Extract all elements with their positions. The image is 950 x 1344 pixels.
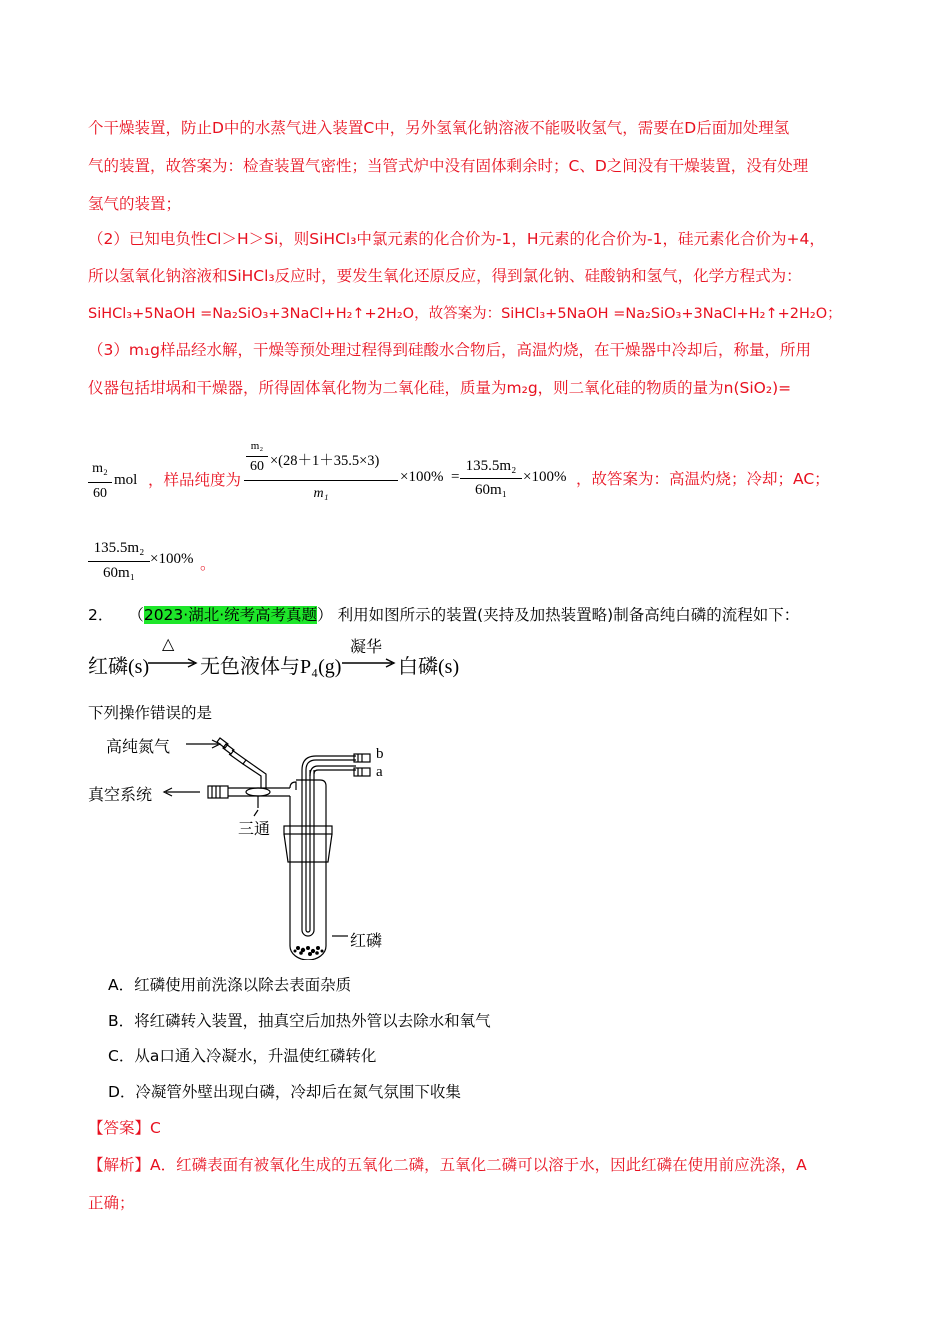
question-stem [88,605,864,625]
label-port-a: a [376,764,383,780]
answer-line: （2）已知电负性Cl＞H＞Si，则SiHCl₃中氯元素的化合价为-1，H元素的化合价为-1，硅元素化合价为+4， [88,230,825,248]
answer-value: C [150,1119,161,1137]
inner-tail: ×(28＋1＋35.5×3) [270,453,380,469]
label-high-purity-nitrogen: 高纯氮气 [106,737,171,756]
answer-line: 氢气的装置； [88,195,182,213]
inner-numerator: m₂ [250,440,264,452]
fraction-bar [88,561,150,562]
fraction-bar [88,482,112,483]
label-red-phosphorus: 红磷 [350,931,383,950]
stem-text: 利用如图所示的装置(夹持及加热装置略)制备高纯白磷的流程如下： [337,606,800,624]
answer-line: 所以氢氧化钠溶液和SiHCl₃反应时，要发生氧化还原反应，得到氯化钠、硅酸钠和氢气，化学方程式为： [88,267,802,285]
answer-line: 仪器包括坩埚和干燥器，所得固体氧化物为二氧化硅，质量为m₂g，则二氧化硅的物质的量为n(SiO₂)= [88,379,792,397]
apparatus-diagram [88,730,408,960]
inner-fraction-bar [246,456,268,457]
option-c[interactable]: C．从a口通入冷凝水，升温使红磷转化 [108,1047,377,1065]
times-100: ×100% [523,469,567,485]
flow-scheme [88,638,508,680]
fraction-numerator: 135.5m₂ [465,458,517,474]
period: 。 [200,555,216,573]
inner-denominator: 60 [250,459,264,474]
arrow-icon [148,656,200,670]
fraction-denominator: 60m₁ [475,482,507,498]
option-d[interactable]: D．冷凝管外壁出现白磷，冷却后在氮气氛围下收集 [108,1083,461,1101]
analysis-text: A．红磷表面有被氧化生成的五氧化二磷，五氧化二磷可以溶于水，因此红磷在使用前应洗涤，A [150,1156,807,1174]
big-denominator: m₁ [313,486,329,501]
label-port-b: b [376,746,384,762]
answer-line: 个干燥装置，防止D中的水蒸气进入装置C中，另外氢氧化钠溶液不能吸收氢气，需要在D后面加处理氢 [88,119,790,137]
sublimation-label: 凝华 [350,639,383,656]
fraction-numerator: m₂ [92,461,108,476]
equals: = [451,469,460,485]
times-100: ×100% [400,469,444,485]
question-number: 2． [88,606,114,624]
answer-line: 气的装置，故答案为：检查装置气密性；当管式炉中没有固体剩余时；C、D之间没有干燥装置，没有处理 [88,157,809,175]
source-open: （ [128,606,144,624]
question-prompt: 下列操作错误的是 [88,704,213,722]
purity-text: ，样品纯度为 [148,471,242,489]
flow-middle: 无色液体与P₄(g) [200,656,342,678]
arrow-icon [342,656,398,670]
option-a[interactable]: A．红磷使用前洗涤以除去表面杂质 [108,976,352,994]
heat-symbol: △ [162,636,175,653]
option-b[interactable]: B．将红磷转入装置，抽真空后加热外管以去除水和氧气 [108,1012,491,1030]
label-vacuum-system: 真空系统 [88,785,153,804]
fraction-numerator: 135.5m₂ [93,540,145,556]
answer-line [88,1118,864,1138]
big-fraction-bar [244,480,398,481]
apparatus-drawing [88,730,408,960]
analysis-line [88,1155,864,1175]
fraction-denominator: 60m₁ [103,565,135,581]
fraction-bar [460,478,522,479]
times-100: ×100% [150,551,194,567]
flow-end: 白磷(s) [398,656,460,678]
source-badge[interactable]: 2023·湖北·统考高考真题 [143,606,318,624]
analysis-label: 【解析】 [88,1156,151,1174]
label-three-way-valve: 三通 [238,819,271,838]
analysis-line: 正确； [88,1194,135,1212]
fraction-denominator: 60 [93,486,107,501]
answer-equation: SiHCl₃+5NaOH =Na₂SiO₃+3NaCl+H₂↑+2H₂O，故答案为：SiHCl₃+5NaOH =Na₂SiO₃+3NaCl+H₂↑+2H₂O； [88,306,842,322]
flow-start: 红磷(s) [88,656,150,678]
source-close: ） [317,606,333,624]
unit-mol: mol [114,472,138,488]
answer-text: ，故答案为：高温灼烧；冷却；AC； [576,470,830,488]
answer-line: （3）m₁g样品经水解，干燥等预处理过程得到硅酸水合物后，高温灼烧，在干燥器中冷却后，称量，所用 [88,341,812,359]
answer-label: 【答案】 [88,1119,151,1137]
